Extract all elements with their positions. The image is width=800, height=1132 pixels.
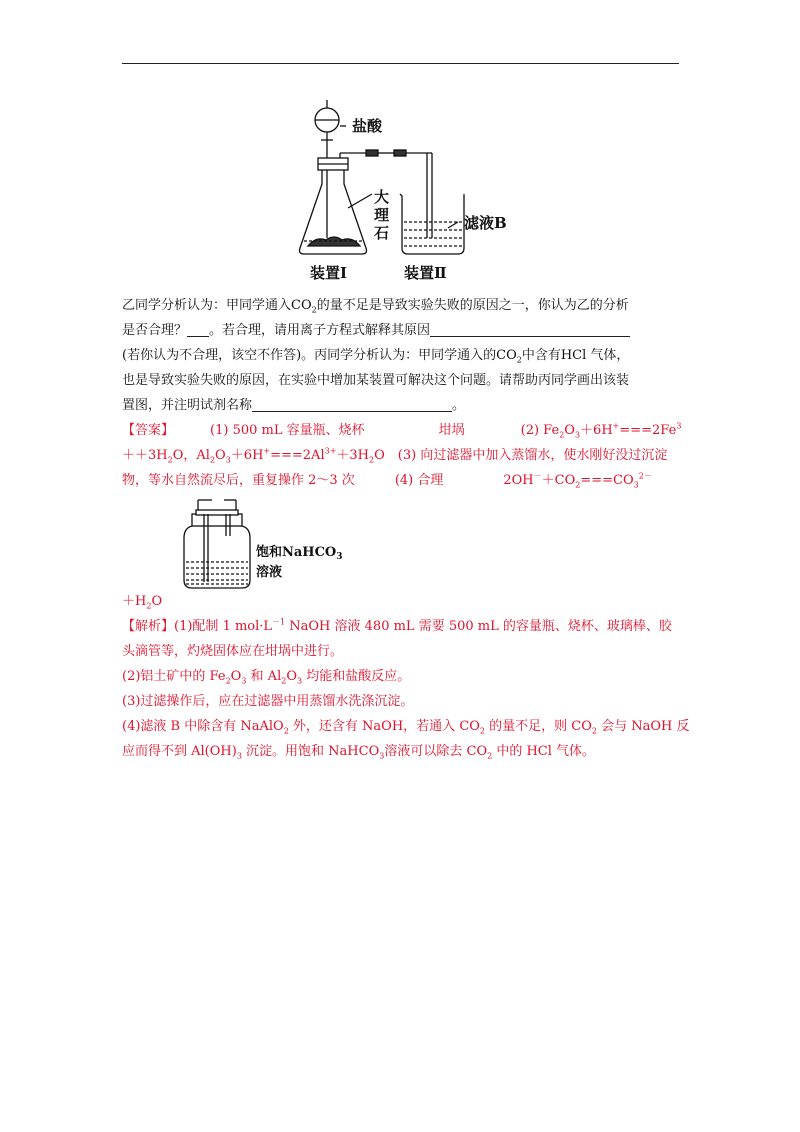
answer-blank-2[interactable] (430, 322, 630, 337)
marble-label-1: 大 (374, 188, 390, 206)
question-line-5: 置图，并注明试剂名称 。 (122, 398, 466, 413)
analysis-line-2: 头滴管等，灼烧固体应在坩埚中进行。 (122, 644, 344, 659)
hcl-label: 盐酸 (352, 117, 383, 135)
analysis-line-6: 应而得不到 $Al(OH)_3$ 沉淀。用饱和 NaHCO$_3$溶液可以除去 $CO_2$ 中的 HCl 气体。 (122, 744, 596, 761)
marble-label-3: 石 (374, 224, 390, 242)
apparatus-1-label: 装置Ⅰ (310, 264, 348, 282)
answer-blank-1[interactable] (187, 322, 209, 337)
filtrate-label: 滤液B (464, 214, 507, 232)
answer-blank-3[interactable] (252, 397, 452, 412)
apparatus-figure (290, 98, 520, 284)
question-line-2: 是否合理？ 。若合理，请用离子方程式解释其原因 (122, 321, 682, 341)
apparatus-2-label: 装置Ⅱ (404, 264, 447, 282)
answer-line-2: $++3H_2O$，$Al_2O_3+6H^+===2Al^{3+}+3H_2O$ (3) 向过滤器中加入蒸馏水，使水刚好没过沉淀 (122, 446, 668, 465)
solution-label: 溶液 (256, 565, 283, 580)
answer-line-4: $+H_2O$ (122, 594, 163, 611)
washing-bottle-figure (180, 496, 343, 592)
header-rule (122, 63, 679, 64)
question-line-1: 乙同学分析认为：甲同学通入$CO_2$的量不足是导致实验失败的原因之一，你认为乙的分析 (122, 298, 629, 315)
nahco3-label: 饱和NaHCO$_3$ (256, 545, 343, 562)
question-line-4: 也是导致实验失败的原因，在实验中增加某装置可解决这个问题。请帮助丙同学画出该装 (122, 373, 630, 388)
analysis-line-3: (2)铝土矿中的 $Fe_2O_3$ 和 $Al_2O_3$ 均能和盐酸反应。 (122, 669, 411, 686)
analysis-line-4: (3)过滤操作后，应在过滤器中用蒸馏水洗涤沉淀。 (122, 694, 414, 709)
analysis-line-5: (4)滤液 B 中除含有 NaAlO$_2$ 外，还含有 NaOH，若通入 $CO_2$ 的量不足，则 $CO_2$ 会与 NaOH 反 (122, 719, 690, 736)
analysis-line-1: 【解析】(1)配制 1 $mol\cdot L^{-1}$ NaOH 溶液 480 mL 需要 500 mL 的容量瓶、烧杯、玻璃棒、胶 (122, 617, 672, 634)
answer-line-3: 物，等水自然流尽后，重复操作 2～3 次 (4) 合理 $2OH^-+CO_2===CO_3^{2-}$ (122, 471, 652, 490)
answer-line-1: 【答案】 (1) 500 mL 容量瓶、烧杯 坩埚 (2) $Fe_2O_3+6H^+===2Fe^3$ (122, 421, 682, 440)
marble-label-2: 理 (374, 206, 390, 224)
question-line-3: (若你认为不合理，该空不作答)。丙同学分析认为：甲同学通入的$CO_2$中含有HCl 气体， (122, 348, 630, 365)
